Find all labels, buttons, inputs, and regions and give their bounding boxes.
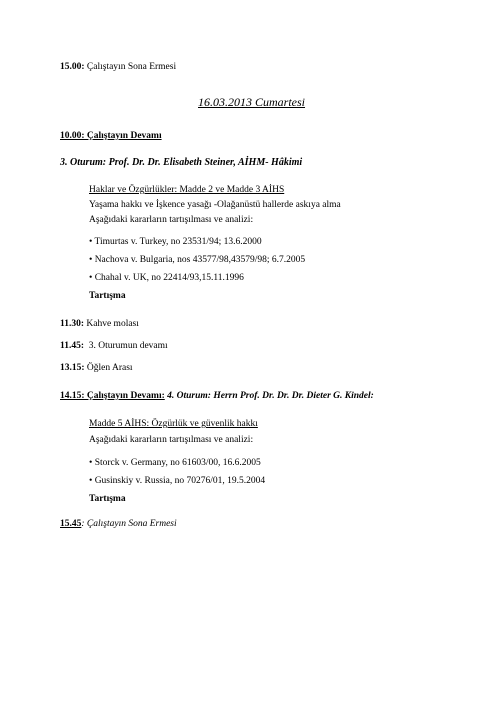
schedule-text: 3. Oturumun devamı (84, 341, 168, 351)
session-3-heading: 3. Oturum: Prof. Dr. Dr. Elisabeth Steiner, AİHM- Hâkimi (60, 157, 303, 168)
session-4-analysis-intro: Aşağıdaki kararların tartışılması ve analizi: (89, 435, 254, 445)
schedule-text: Kahve molası (84, 319, 139, 329)
session-4-time: 14.15: Çalıştayın Devamı: (60, 391, 165, 401)
date-heading: 16.03.2013 Cumartesi (198, 95, 306, 109)
session-4-topic: Madde 5 AİHS: Özgürlük ve güvenlik hakkı (89, 419, 258, 429)
closing-time: 15.45 (60, 519, 82, 529)
case-item: • Gusinskiy v. Russia, no 70276/01, 19.5.2004 (89, 476, 266, 486)
case-item: • Timurtas v. Turkey, no 23531/94; 13.6.2000 (89, 237, 262, 247)
closing-line-day2 (60, 518, 177, 530)
schedule-time: 13.15: (60, 363, 85, 373)
session-3-analysis-intro: Aşağıdaki kararların tartışılması ve analizi: (89, 215, 254, 225)
schedule-item (60, 362, 133, 374)
case-item: • Nachova v. Bulgaria, nos 43577/98,43579/98; 6.7.2005 (89, 255, 306, 265)
schedule-time: 11.45: (60, 341, 85, 351)
closing-text: : Çalıştayın Sona Ermesi (81, 519, 177, 529)
case-item: • Chahal v. UK, no 22414/93,15.11.1996 (89, 273, 244, 283)
session-3-topic: Haklar ve Özgürlükler: Madde 2 ve Madde 3 AİHS (89, 185, 285, 195)
discussion-label: Tartışma (89, 291, 126, 301)
discussion-label: Tartışma (89, 494, 126, 504)
session-4-title: 4. Oturum: Herrn Prof. Dr. Dr. Dr. Dieter G. Kindel: (164, 391, 374, 401)
schedule-text: Öğlen Arası (84, 363, 133, 373)
case-item: • Storck v. Germany, no 61603/00, 16.6.2005 (89, 458, 261, 468)
closing-text: Çalıştayın Sona Ermesi (84, 62, 177, 72)
schedule-time: 11.30: (60, 319, 85, 329)
session-3-subtopic: Yaşama hakkı ve İşkence yasağı -Olağanüstü hallerde askıya alma (89, 200, 341, 210)
closing-line-day1 (60, 61, 176, 73)
schedule-item (60, 340, 168, 352)
session-continue-heading: 10.00: Çalıştayın Devamı (60, 131, 162, 141)
session-4-heading (60, 390, 374, 402)
closing-time: 15.00: (60, 62, 85, 72)
schedule-item (60, 318, 139, 330)
